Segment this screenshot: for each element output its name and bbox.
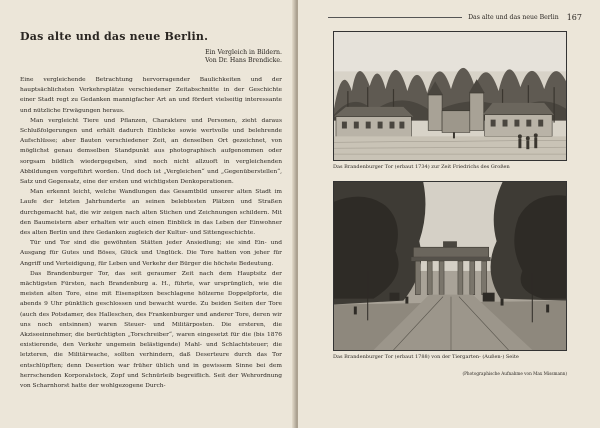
figure-old-gate xyxy=(333,31,567,171)
running-head-title: Das alte und das neue Berlin xyxy=(468,13,559,21)
figure-new-gate xyxy=(333,181,567,377)
article-subtitle: Ein Vergleich in Bildern. xyxy=(205,49,282,56)
body-paragraph: Man erkennt leicht, welche Wandlungen das Gesamtbild unserer alten Stadt im Laufe der letzten Jahrhunderte an seinen belebtesten Plätzen und Straßen durchgemacht hat, die wir zeigen nach alten Stichen und Zeichnungen schildern. Mit den Baumeistern aber erhalten wir auch einen Einblick in das Leben der Einwohner des alten Berlin und ihre Gedanken zugleich der Kultur- und Sittengeschichte. xyxy=(20,189,282,237)
photo-credit: (Photographische Aufnahme von Max Missmann) xyxy=(462,371,567,376)
running-head xyxy=(328,11,582,23)
left-page xyxy=(0,0,296,428)
new-gate-photograph xyxy=(333,181,567,351)
article-subtitle-block xyxy=(20,49,282,65)
running-head-rule xyxy=(328,17,462,18)
old-gate-engraving xyxy=(333,31,567,161)
body-paragraph: Tür und Tor sind die gewöhnten Stätten jeder Ansiedlung; sie sind Ein- und Ausgang für Gutes und Böses, Glück und Unglück. Die Tore hatten von jeher für Angriff und Verteidigung, für Leben und Verkehr der Bürger die höchste Bedeutung. xyxy=(20,240,282,267)
article-title: Das alte und das neue Berlin. xyxy=(20,30,209,43)
figure-caption: Das Brandenburger Tor (erbaut 1734) zur Zeit Friedrichs des Großen xyxy=(333,164,510,170)
right-page xyxy=(298,0,600,428)
page-number: 167 xyxy=(566,12,582,22)
body-paragraph: Man vergleicht Tiere und Pflanzen, Charaktere und Personen, zieht daraus Schlußfolgerungen und erhält dadurch Einblicke sowie wertvolle und belehrende Aufschlüsse; aber Bauten verschiedener Zeit, an denselben Ort gezeichnet, von möglichst genau demselben Standpunkt aus photographisch aufgenommen oder sorgsam bildlich wiedergegeben, sind noch nicht allzuoft in vergleichenden Abbildungen vorgeführt worden. Und doch ist „Vergleichen“ und „Gegenüberstellen“, Satz und Gegensatz, eine der ersten und wichtigsten Denkoperationen. xyxy=(20,117,282,186)
body-paragraph: Eine vergleichende Betrachtung hervorragender Baulichkeiten und der hauptsächlichsten Verkehrsplätze verschiedener Zeitabschnitte in der Geschichte einer Stadt regt zu Gedanken mannigfacher Art an und fördert vielseitig interessante und nützliche Erwägungen heraus. xyxy=(20,77,282,114)
body-paragraph: Das Brandenburger Tor, das seit geraumer Zeit nach dem Hauptsitz der mächtigsten Fürsten, nach Brandenburg a. H., führte, war ursprünglich, wie die meisten alten Tore, eine mit Eisenspitzen beschlagene hölzerne Doppelpforte, die abends 9 Uhr pünktlich geschlossen und bewacht wurde. Zu beiden Seiten der Tore (auch des Potsdamer, des Halleschen, des Frankenburger und anderer Tore, deren wir uns noch entsinnen) waren Steuer- und Militärposten. Die ersteren, die Akziseeinnehmer, die berüchtigten „Torschreiber“, waren eingesetzt für die (bis 1876 existierende, den Verkehr ungemein belästigende) Mahl- und Schlachtsteuer; die letzteren, die Militärwache, sollten verhindern, daß Deserteure durch das Tor entschlüpften; denn Desertion war früher üblich und in gewissem Sinne bei dem herrschenden Korporalstock, Zopf und Schnürleib begreiflich. Seit der Wehrordnung von Scharnhorst hatte der wohlgezogene Durch- xyxy=(20,270,282,390)
article-author: Von Dr. Hans Brendicke. xyxy=(205,57,282,64)
figure-caption: Das Brandenburger Tor (erbaut 1788) von der Tiergarten- (Außen-) Seite xyxy=(333,354,519,360)
